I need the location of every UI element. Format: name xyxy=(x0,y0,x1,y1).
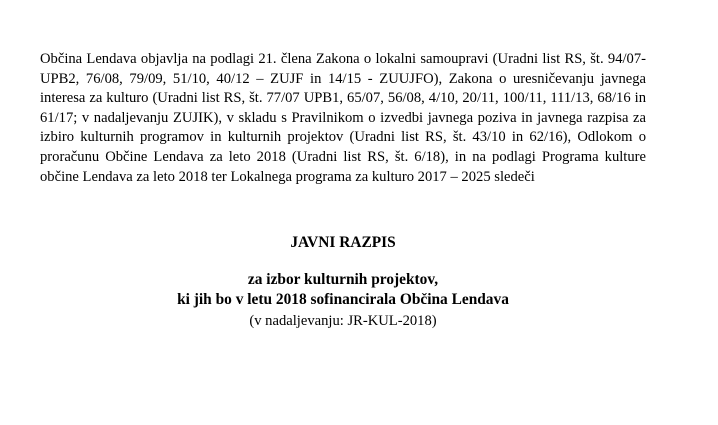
subtitle-line-1: za izbor kulturnih projektov, xyxy=(247,271,439,288)
document-subtitle xyxy=(0,270,702,309)
subtitle-line-2: ki jih bo v letu 2018 sofinancirala Občina Lendava xyxy=(177,290,509,308)
intro-paragraph: Občina Lendava objavlja na podlagi 21. člena Zakona o lokalni samoupravi (Uradni list RS, št. 94/07-UPB2, 76/08, 79/09, 51/10, 40/12 – ZUJF in 14/15 - ZUUJFO), Zakona o uresničevanju javnega interesa za kulturo (Uradni list RS, št. 77/07 UPB1, 65/07, 56/08, 4/10, 20/11, 100/11, 111/13, 68/16 in 61/17; v nadaljevanju ZUJIK), v skladu s Pravilnikom o izvedbi javnega poziva in javnega razpisa za izbiro kulturnih programov in kulturnih projektov (Uradni list RS, št. 43/10 in 62/16), Odlokom o proračunu Občine Lendava za leto 2018 (Uradni list RS, št. 6/18), in na podlagi Programa kulture občine Lendava za leto 2018 ter Lokalnega programa za kulturo 2017 – 2025 sledeči xyxy=(40,51,646,185)
document-title: JAVNI RAZPIS xyxy=(290,234,396,251)
abbreviation-note: (v nadaljevanju: JR-KUL-2018) xyxy=(249,313,437,329)
